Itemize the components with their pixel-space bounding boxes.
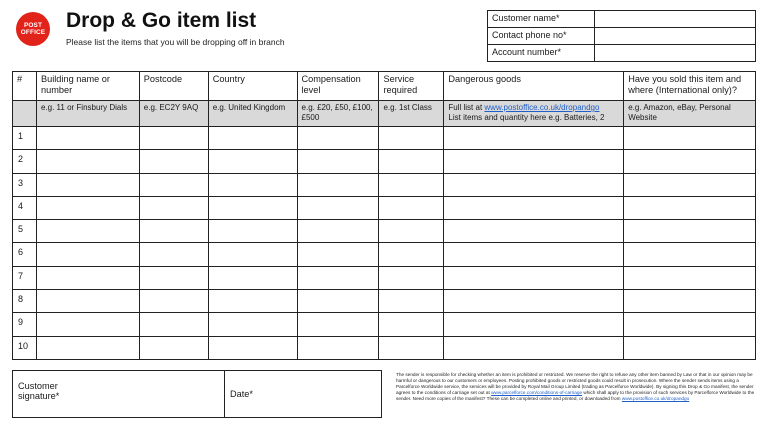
terms-body-2: which shall apply to the provision of such services by Parcelforce Worldwide to the sender. Need more copies of the manifest? These can be completed online and printed, or downloaded from (396, 390, 755, 401)
service-cell[interactable] (379, 336, 444, 359)
customer-name-row (488, 11, 756, 28)
date-label: Date* (230, 389, 253, 399)
dropandgo-link[interactable]: www.postoffice.co.uk/dropandgo (484, 103, 600, 112)
row-number: 7 (13, 266, 37, 289)
account-number-row (488, 45, 756, 62)
postcode-cell[interactable] (139, 266, 208, 289)
service-cell[interactable] (379, 290, 444, 313)
account-number-label: Account number* (488, 45, 595, 62)
dangerous-goods-cell[interactable] (444, 243, 624, 266)
sold-cell[interactable] (624, 313, 756, 336)
sold-cell[interactable] (624, 127, 756, 150)
example-country: e.g. United Kingdom (208, 101, 297, 127)
sold-cell[interactable] (624, 266, 756, 289)
row-number: 8 (13, 290, 37, 313)
country-cell[interactable] (208, 290, 297, 313)
country-cell[interactable] (208, 313, 297, 336)
compensation-cell[interactable] (297, 127, 379, 150)
item-rows (13, 127, 756, 360)
example-row (13, 101, 756, 127)
building-cell[interactable] (36, 127, 139, 150)
row-number: 2 (13, 150, 37, 173)
dropandgo-download-link[interactable]: www.postoffice.co.uk/dropandgo (621, 396, 690, 401)
row-number: 6 (13, 243, 37, 266)
postcode-cell[interactable] (139, 150, 208, 173)
service-cell[interactable] (379, 243, 444, 266)
country-cell[interactable] (208, 336, 297, 359)
customer-signature-label: Customer signature* (18, 381, 60, 401)
building-cell[interactable] (36, 196, 139, 219)
example-number (13, 101, 37, 127)
item-row (13, 336, 756, 359)
compensation-cell[interactable] (297, 313, 379, 336)
header-number: # (13, 72, 37, 101)
sold-cell[interactable] (624, 173, 756, 196)
conditions-of-carriage-link[interactable]: www.parcelforce.com/conditions-of-carriage (491, 390, 583, 395)
example-building: e.g. 11 or Finsbury Dials (36, 101, 139, 127)
postcode-cell[interactable] (139, 196, 208, 219)
header-dangerous-goods: Dangerous goods (444, 72, 624, 101)
item-row (13, 220, 756, 243)
dangerous-goods-cell[interactable] (444, 196, 624, 219)
example-compensation: e.g. £20, £50, £100, £500 (297, 101, 379, 127)
item-row (13, 243, 756, 266)
terms-text (396, 372, 758, 402)
compensation-cell[interactable] (297, 266, 379, 289)
logo-line-2: OFFICE (20, 29, 46, 36)
header-postcode: Postcode (139, 72, 208, 101)
country-cell[interactable] (208, 266, 297, 289)
building-cell[interactable] (36, 243, 139, 266)
compensation-cell[interactable] (297, 336, 379, 359)
dangerous-goods-cell[interactable] (444, 313, 624, 336)
account-number-field[interactable] (595, 45, 756, 62)
sold-cell[interactable] (624, 243, 756, 266)
sold-cell[interactable] (624, 196, 756, 219)
row-number: 10 (13, 336, 37, 359)
dangerous-goods-cell[interactable] (444, 336, 624, 359)
country-cell[interactable] (208, 243, 297, 266)
building-cell[interactable] (36, 266, 139, 289)
items-header-row (13, 72, 756, 101)
compensation-cell[interactable] (297, 220, 379, 243)
item-row (13, 290, 756, 313)
building-cell[interactable] (36, 173, 139, 196)
postcode-cell[interactable] (139, 220, 208, 243)
example-service: e.g. 1st Class (379, 101, 444, 127)
dangerous-goods-cell[interactable] (444, 150, 624, 173)
item-row (13, 127, 756, 150)
customer-details-table (487, 10, 756, 62)
item-row (13, 266, 756, 289)
postcode-cell[interactable] (139, 290, 208, 313)
header-country: Country (208, 72, 297, 101)
customer-name-label: Customer name* (488, 11, 595, 28)
items-table (12, 71, 756, 360)
logo-line-1: POST (23, 22, 43, 29)
country-cell[interactable] (208, 220, 297, 243)
postcode-cell[interactable] (139, 313, 208, 336)
dangerous-goods-cell[interactable] (444, 127, 624, 150)
terms-body: The sender is responsible for checking whether an item is prohibited or restricted. We reserve the right to refuse any other item banned by Law or that in our opinion may be harmful or dangerous to our customers or employees. Posting prohibited goods or restricted goods could result in prosecution. Where the sender sends items using a Parcelforce Worldwide service, the services will be provided by Royal Mail Group Limited (trading as Parcelforce Worldwide). By signing this Drop & Go manifest, the sender agrees to the conditions of carriage set out at (396, 372, 754, 395)
page-title: Drop & Go item list (66, 9, 257, 32)
header-building: Building name or number (36, 72, 139, 101)
sold-cell[interactable] (624, 336, 756, 359)
contact-phone-field[interactable] (595, 28, 756, 45)
dangerous-goods-cell[interactable] (444, 173, 624, 196)
sold-cell[interactable] (624, 220, 756, 243)
row-number: 1 (13, 127, 37, 150)
dangerous-goods-cell[interactable] (444, 290, 624, 313)
building-cell[interactable] (36, 313, 139, 336)
header-service: Service required (379, 72, 444, 101)
postcode-cell[interactable] (139, 173, 208, 196)
signature-table (12, 370, 382, 418)
compensation-cell[interactable] (297, 173, 379, 196)
customer-signature-field[interactable] (13, 371, 225, 418)
post-office-logo (16, 12, 50, 46)
row-number: 9 (13, 313, 37, 336)
service-cell[interactable] (379, 196, 444, 219)
service-cell[interactable] (379, 266, 444, 289)
country-cell[interactable] (208, 127, 297, 150)
service-cell[interactable] (379, 220, 444, 243)
item-row (13, 173, 756, 196)
signature-row (13, 371, 382, 418)
compensation-cell[interactable] (297, 290, 379, 313)
contact-phone-row (488, 28, 756, 45)
date-field[interactable] (225, 371, 382, 418)
postcode-cell[interactable] (139, 127, 208, 150)
item-row (13, 196, 756, 219)
country-cell[interactable] (208, 173, 297, 196)
row-number: 3 (13, 173, 37, 196)
building-cell[interactable] (36, 220, 139, 243)
example-postcode: e.g. EC2Y 9AQ (139, 101, 208, 127)
service-cell[interactable] (379, 127, 444, 150)
compensation-cell[interactable] (297, 150, 379, 173)
postcode-cell[interactable] (139, 243, 208, 266)
item-row (13, 313, 756, 336)
row-number: 5 (13, 220, 37, 243)
country-cell[interactable] (208, 196, 297, 219)
example-dangerous-goods (444, 101, 624, 127)
page-subtitle: Please list the items that you will be dropping off in branch (66, 37, 285, 47)
dangerous-goods-cell[interactable] (444, 266, 624, 289)
header-compensation: Compensation level (297, 72, 379, 101)
postcode-cell[interactable] (139, 336, 208, 359)
compensation-cell[interactable] (297, 196, 379, 219)
building-cell[interactable] (36, 150, 139, 173)
service-cell[interactable] (379, 313, 444, 336)
dangerous-goods-prefix: Full list at (448, 103, 485, 112)
example-sold: e.g. Amazon, eBay, Personal Website (624, 101, 756, 127)
building-cell[interactable] (36, 336, 139, 359)
dangerous-goods-hint: List items and quantity here e.g. Batteries, 2 (448, 113, 605, 122)
sold-cell[interactable] (624, 150, 756, 173)
compensation-cell[interactable] (297, 243, 379, 266)
item-row (13, 150, 756, 173)
contact-phone-label: Contact phone no* (488, 28, 595, 45)
customer-name-field[interactable] (595, 11, 756, 28)
country-cell[interactable] (208, 150, 297, 173)
service-cell[interactable] (379, 150, 444, 173)
sold-cell[interactable] (624, 290, 756, 313)
header-sold: Have you sold this item and where (International only)? (624, 72, 756, 101)
building-cell[interactable] (36, 290, 139, 313)
service-cell[interactable] (379, 173, 444, 196)
row-number: 4 (13, 196, 37, 219)
dangerous-goods-cell[interactable] (444, 220, 624, 243)
